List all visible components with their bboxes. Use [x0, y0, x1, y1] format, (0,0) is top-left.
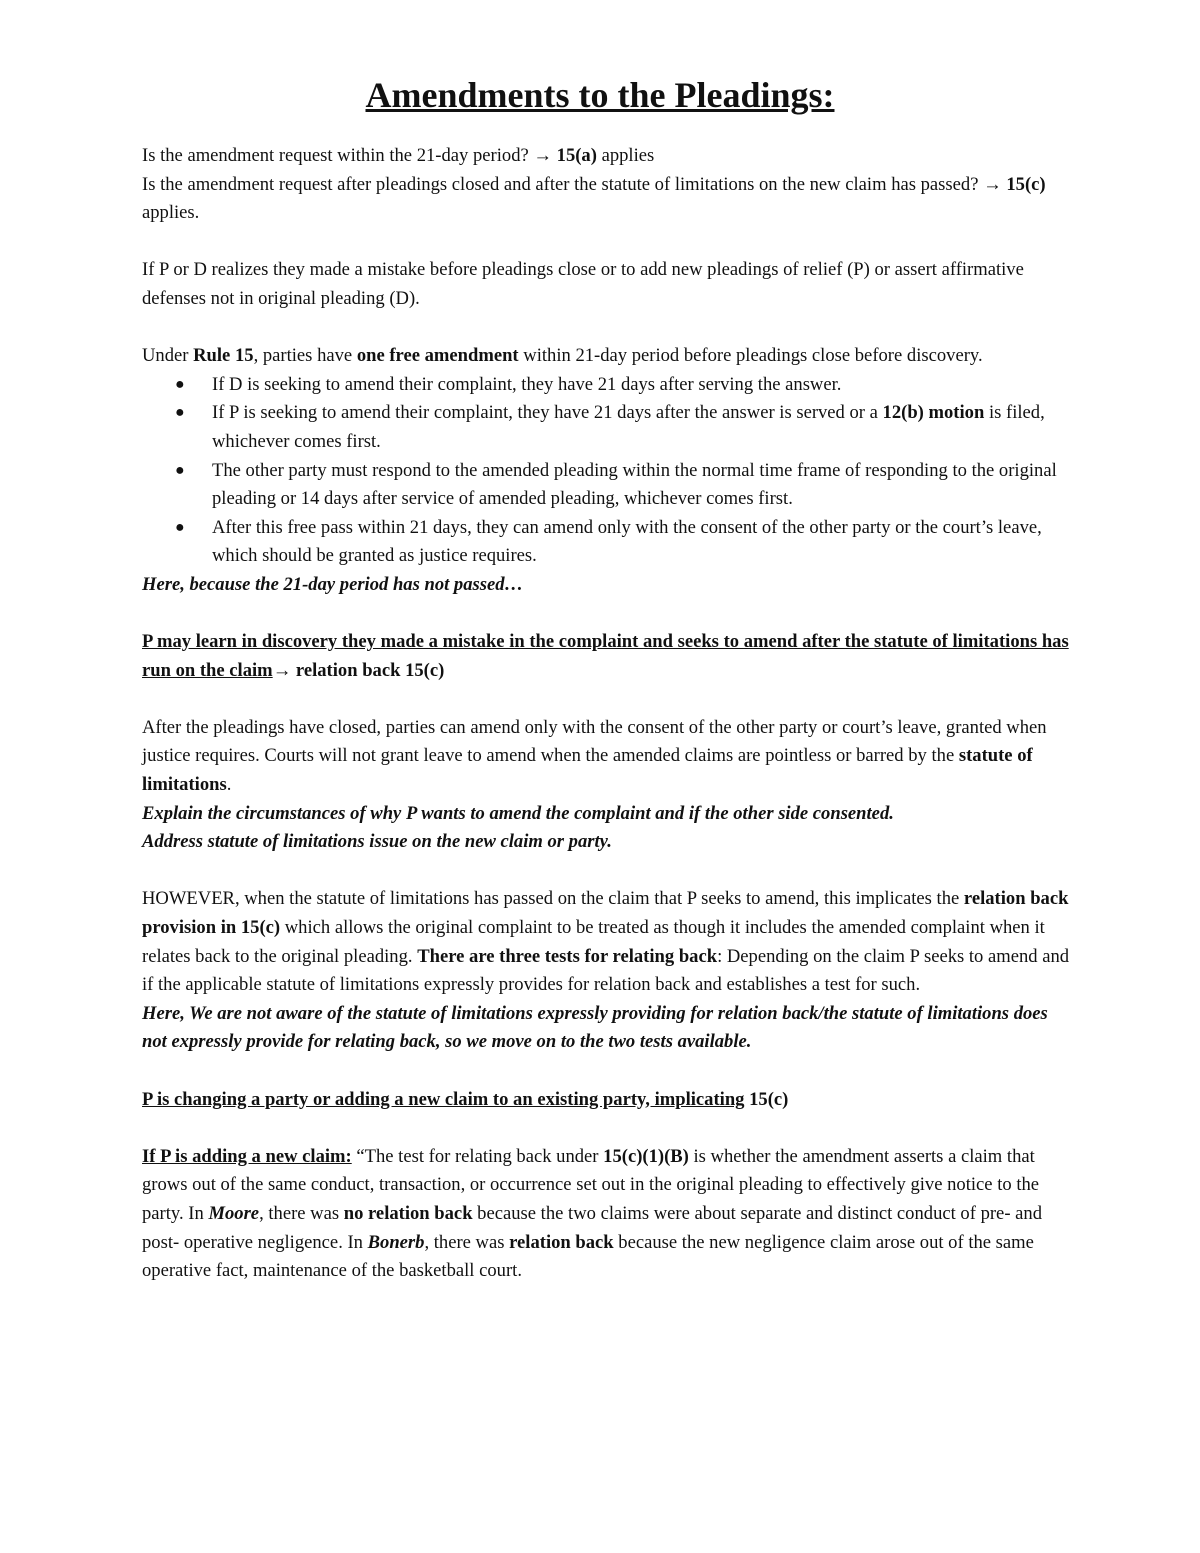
paragraph-new-claim: If P is adding a new claim: “The test for relating back under 15(c)(1)(B) is whether the amendment asserts a claim that grows out of the same conduct, transaction, or occurrence set out in the original pleading to effectively give notice to the party. In Moore, there was no relation back because the two claims were about separate and distinct conduct of pre- and post- operative negligence. In Bonerb, there was relation back because the new negligence claim arose out of the same operative fact, maintenance of the basketball court.: [142, 1145, 1043, 1282]
bullet-icon: ●: [175, 404, 185, 422]
heading-changing-party: P is changing a party or adding a new claim to an existing party, implicating 15(c): [142, 1088, 789, 1110]
list-item: ● If D is seeking to amend their complaint, they have 21 days after serving the answer.: [142, 371, 1072, 400]
paragraph-however: HOWEVER, when the statute of limitations has passed on the claim that P seeks to amend, this implicates the relation back provision in 15(c) which allows the original complaint to be treated as though it includes the amended complaint when it relates back to the original pleading. There are three tests for relating back: Depending on the claim P seeks to amend and if the applicable statute of limitations expressly provides for relation back and establishes a test for such.: [142, 888, 1070, 996]
here-note-statute: Here, We are not aware of the statute of limitations expressly providing for relation back/the statute of limitations does not expressly provide for relating back, so we move on to the two tests available.: [142, 1002, 1048, 1053]
page-title: Amendments to the Pleadings:: [365, 75, 835, 115]
bullet-icon: ●: [175, 461, 185, 479]
address-note: Address statute of limitations issue on the new claim or party.: [142, 831, 612, 853]
explain-note: Explain the circumstances of why P wants to amend the complaint and if the other side consented.: [142, 802, 894, 824]
here-note-21-day: Here, because the 21-day period has not passed…: [142, 573, 524, 595]
bullet-list: [142, 371, 1072, 571]
bullet-icon: ●: [175, 518, 185, 536]
paragraph-rule-15: Under Rule 15, parties have one free amendment within 21-day period before pleadings close before discovery.: [142, 345, 983, 367]
bullet-icon: ●: [175, 375, 185, 393]
list-item: ● If P is seeking to amend their complaint, they have 21 days after the answer is served or a 12(b) motion is filed, whichever comes first.: [142, 399, 1072, 456]
list-item: ● After this free pass within 21 days, they can amend only with the consent of the other party or the court’s leave, which should be granted as justice requires.: [142, 514, 1072, 571]
paragraph-after-pleadings: After the pleadings have closed, parties can amend only with the consent of the other party or court’s leave, granted when justice requires. Courts will not grant leave to amend when the amended claims are pointless or barred by the statute of limitations.: [142, 716, 1047, 796]
paragraph-mistake: If P or D realizes they made a mistake before pleadings close or to add new pleadings of relief (P) or assert affirmative defenses not in original pleading (D).: [142, 259, 1024, 309]
list-item: ● The other party must respond to the amended pleading within the normal time frame of responding to the original pleading or 14 days after service of amended pleading, whichever comes first.: [142, 457, 1072, 514]
heading-relation-back: P may learn in discovery they made a mistake in the complaint and seeks to amend after the statute of limitations has run on the claim→ relation back 15(c): [142, 631, 1069, 681]
question-15c: Is the amendment request after pleadings closed and after the statute of limitations on the new claim has passed? → 15(c) applies.: [142, 173, 1046, 224]
document-body: [142, 142, 1072, 1286]
question-15a: Is the amendment request within the 21-day period? → 15(a) applies: [142, 145, 655, 166]
